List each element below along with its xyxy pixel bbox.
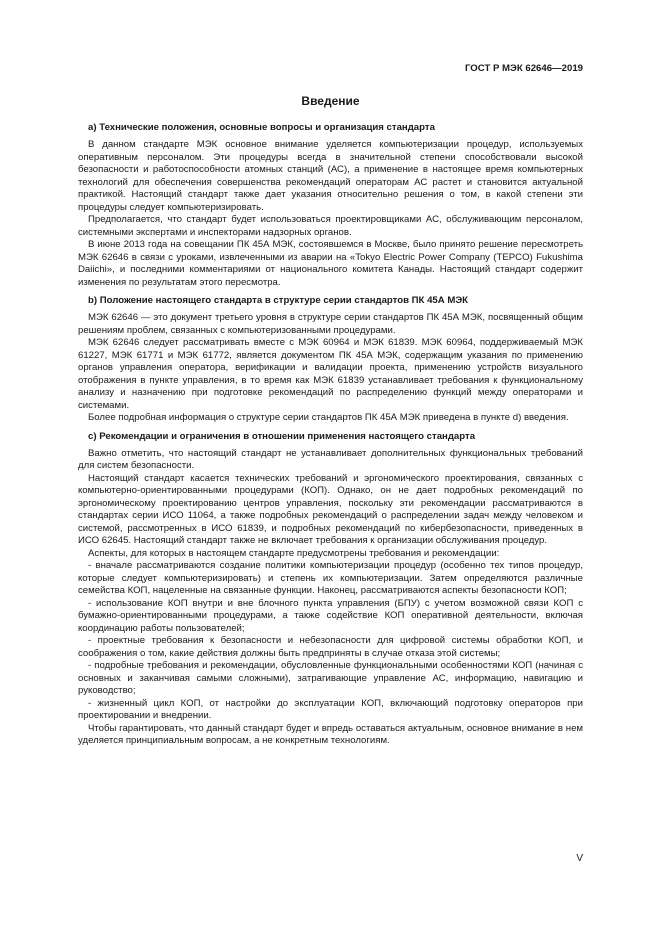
paragraph: В данном стандарте МЭК основное внимание уделяется компьютеризации процедур, используемых оперативным персоналом. Эти процедуры всегда в значительной степени способствовали высокой безопасности и работоспособности атомных станций (АС), а применение в настоящее время компьютерных технологий для обеспечения совершенства рекомендаций операторам АС растет и становится актуальной практикой. Настоящий стандарт также дает указания относительно решения о том, в какой степени эти процедуры следует компьютеризировать. bbox=[78, 139, 583, 213]
page-number: V bbox=[576, 853, 583, 864]
paragraph: Настоящий стандарт касается технических требований и эргономического проектирования, связанных с компьютерно-ориентированными процедурами (КОП). Однако, он не дает подробных рекомендаций по эргономическому проектированию центров управления, поскольку эти рекомендации рассматриваются в стандартах серии ИСО 11064, а также подробных рекомендаций о распределении задач между человеком и системой, рассмотренных в ИСО 61839, и подробных рекомендаций по кибербезопасности, приведенных в ИСО 62645. Настоящий стандарт также не включает требования к организации обслуживания процедур. bbox=[78, 472, 583, 546]
section-a bbox=[78, 121, 583, 289]
paragraph: Важно отметить, что настоящий стандарт не устанавливает дополнительных функциональных требований для систем безопасности. bbox=[78, 447, 583, 471]
paragraph: МЭК 62646 следует рассматривать вместе с МЭК 60964 и МЭК 61839. МЭК 60964, поддерживаемый МЭК 61227, МЭК 61771 и МЭК 61772, является документом ПК 45А МЭК, содержащим указания по применению органов управления оператора, верификации и валидации проекта, применению устройств визуального отображения в пункте управления, в то время как МЭК 61839 устанавливает требования к функциональному анализу и назначению при подготовке рекомендаций по распределению функций между операторами и системами. bbox=[78, 337, 583, 411]
list-item: - проектные требования к безопасности и небезопасности для цифровой системы обработки КОП, и соображения о том, какие действия должны быть предприняты в случае отказа этой системы; bbox=[78, 635, 583, 659]
paragraph: В июне 2013 года на совещании ПК 45А МЭК, состоявшемся в Москве, было принято решение пересмотреть МЭК 62646 в связи с уроками, извлеченными из аварии на «Tokyo Electric Power Company (TEPCO) Fukushima Daiichi», и последними комментариями от национального комитета Канады. Настоящий стандарт содержит изменения по результатам этого пересмотра. bbox=[78, 239, 583, 288]
document-number: ГОСТ Р МЭК 62646—2019 bbox=[464, 63, 583, 74]
list-item: - жизненный цикл КОП, от настройки до эксплуатации КОП, включающий подготовку операторов при проектировании и внедрении. bbox=[78, 697, 583, 721]
section-heading: c) Рекомендации и ограничения в отношении применения настоящего стандарта bbox=[88, 430, 476, 442]
page-title: Введение bbox=[301, 94, 360, 108]
list-item: - вначале рассматриваются создание политики компьютеризации процедур (особенно тех типов процедур, которые следует компьютеризировать) и степень их компьютеризации. Затем определяются различные семейства КОП, нацеленные на связанные функции. Наконец, рассматриваются аспекты безопасности КОП; bbox=[78, 560, 583, 596]
document-body bbox=[78, 121, 583, 748]
paragraph: Предполагается, что стандарт будет использоваться проектировщиками АС, обслуживающим персоналом, системными экспертами и инспекторами надзорных органов. bbox=[78, 214, 583, 238]
section-heading: a) Технические положения, основные вопросы и организация стандарта bbox=[88, 122, 435, 133]
section-heading: b) Положение настоящего стандарта в структуре серии стандартов ПК 45А МЭК bbox=[88, 295, 469, 306]
paragraph: Более подробная информация о структуре серии стандартов ПК 45А МЭК приведена в пункте d) введения. bbox=[88, 412, 569, 423]
section-c bbox=[78, 430, 583, 748]
paragraph: Чтобы гарантировать, что данный стандарт будет и впредь оставаться актуальным, основное внимание в нем уделяется принципиальным вопросам, а не конкретным технологиям. bbox=[78, 722, 583, 746]
list-item: - подробные требования и рекомендации, обусловленные функциональными особенностями КОП (начиная с основных и заканчивая самыми сложными), затрагивающие управление АС, информацию, навигацию и руководство; bbox=[78, 660, 583, 696]
list-item: - использование КОП внутри и вне блочного пункта управления (БПУ) с учетом возможной связи КОП с бумажно-ориентированными процедурами, а также содействие КОП оперативной деятельности, включая координацию работы пользователей; bbox=[78, 597, 583, 634]
paragraph: МЭК 62646 — это документ третьего уровня в структуре серии стандартов ПК 45А МЭК, посвященный общим решениям проблем, связанных с компьютеризованными процедурами. bbox=[78, 312, 583, 336]
section-b bbox=[78, 294, 583, 425]
paragraph: Аспекты, для которых в настоящем стандарте предусмотрены требования и рекомендации: bbox=[88, 547, 500, 559]
